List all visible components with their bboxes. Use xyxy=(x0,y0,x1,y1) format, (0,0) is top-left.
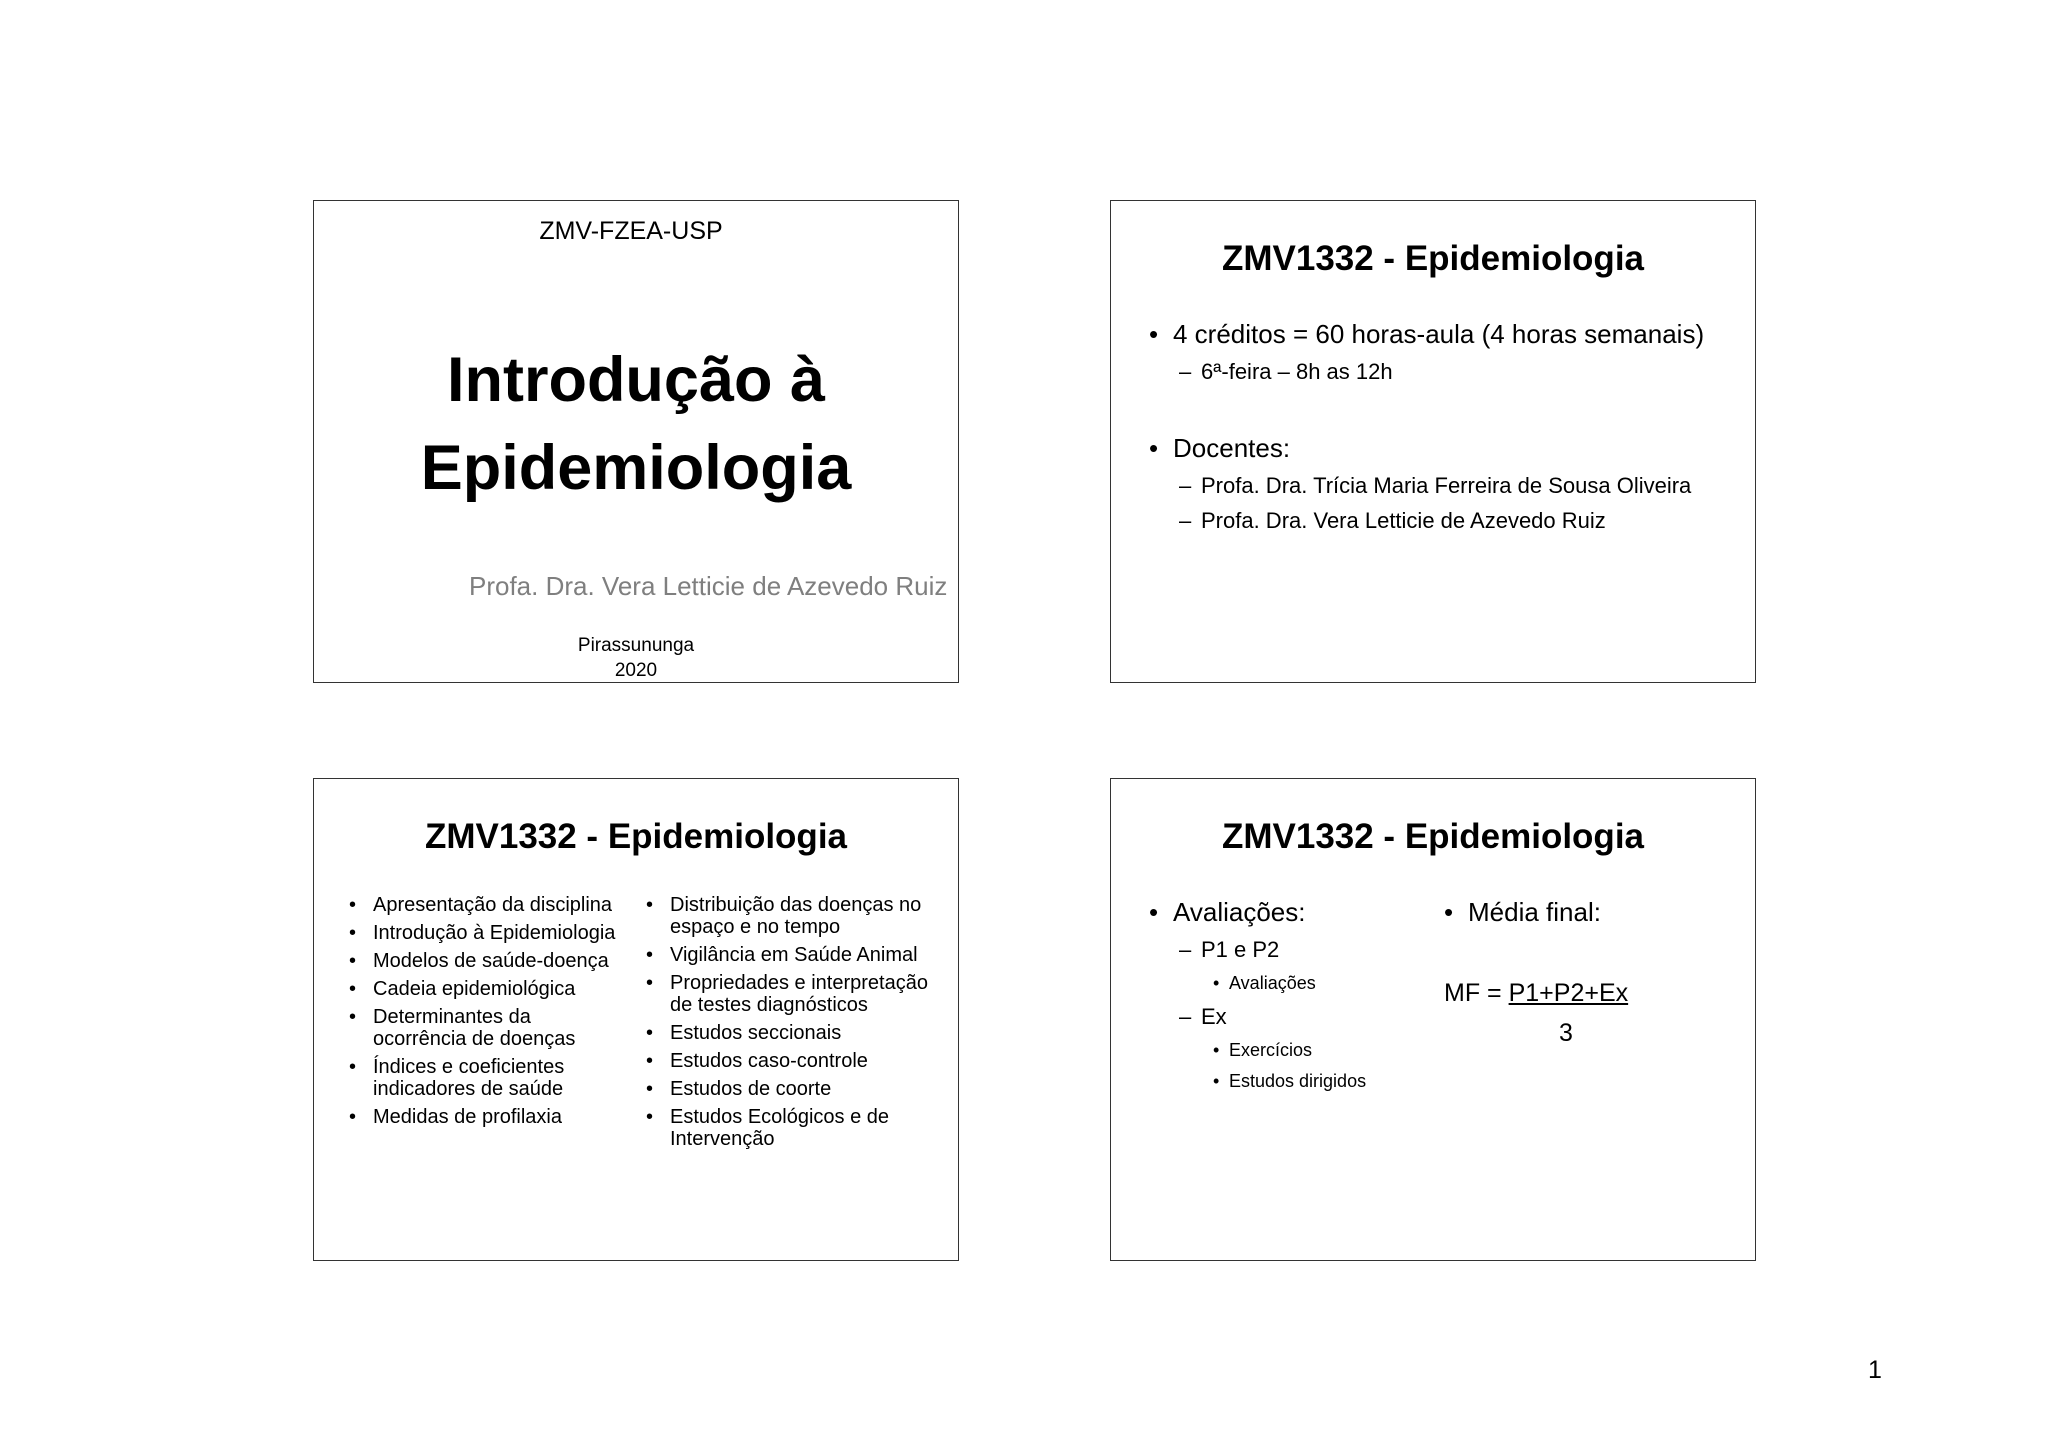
bullet-icon: • xyxy=(1213,1040,1220,1060)
bullet-icon: • xyxy=(646,944,654,966)
slide-heading: ZMV1332 - Epidemiologia xyxy=(1221,239,1645,278)
dash-icon: – xyxy=(1179,937,1192,962)
bullet-avaliacoes xyxy=(1149,897,1306,928)
bullet-icon: • xyxy=(646,1078,654,1100)
bullet-icon: • xyxy=(646,1106,654,1128)
slide-heading: ZMV1332 - Epidemiologia xyxy=(424,817,848,856)
bullet-icon: • xyxy=(349,1106,357,1128)
list-item: • Propriedades e interpretação de testes diagnósticos xyxy=(646,972,928,1016)
bullet-icon: • xyxy=(646,894,654,916)
list-item: • Vigilância em Saúde Animal xyxy=(646,944,918,966)
list-item: • Introdução à Epidemiologia xyxy=(349,922,616,944)
media-label: Média final: xyxy=(1468,897,1601,927)
formula-numerator: P1+P2+Ex xyxy=(1508,979,1629,1007)
list-item: • Índices e coeficientes indicadores de saúde xyxy=(349,1056,565,1100)
list-item: • Determinantes da ocorrência de doenças xyxy=(349,1006,576,1050)
dash-icon: – xyxy=(1179,1004,1192,1029)
bullet-icon: • xyxy=(1444,897,1454,927)
list-item: • Apresentação da disciplina xyxy=(349,894,613,916)
docente-name: Profa. Dra. Vera Letticie de Azevedo Ruiz xyxy=(1201,508,1606,533)
bullet-media-final xyxy=(1444,897,1601,928)
title-line-2: Epidemiologia xyxy=(420,433,852,503)
slide-syllabus xyxy=(313,778,959,1261)
bullet-icon: • xyxy=(349,978,357,1000)
dash-icon: – xyxy=(1179,508,1192,533)
bullet-credits xyxy=(1149,319,1705,350)
institution-label: ZMV-FZEA-USP xyxy=(539,217,723,245)
sub-bullet-ex: – Ex xyxy=(1179,1004,1227,1029)
place-and-year xyxy=(314,633,958,683)
sub-bullet-docente-2 xyxy=(1179,508,1606,534)
slide-evaluation xyxy=(1110,778,1756,1261)
dash-icon: – xyxy=(1179,359,1192,384)
year: 2020 xyxy=(614,660,658,681)
bullet-icon: • xyxy=(1149,897,1159,927)
formula xyxy=(1444,979,1628,1008)
formula-prefix: MF = xyxy=(1444,979,1509,1007)
bullet-icon: • xyxy=(349,1006,357,1028)
dash-icon: – xyxy=(1179,473,1192,498)
syllabus-column-2 xyxy=(646,894,946,1156)
bullet-icon: • xyxy=(646,1022,654,1044)
docente-name: Profa. Dra. Trícia Maria Ferreira de Sousa Oliveira xyxy=(1201,473,1692,498)
slide-course-info xyxy=(1110,200,1756,683)
bullet-icon: • xyxy=(1213,1071,1220,1091)
list-item: • Estudos seccionais xyxy=(646,1022,842,1044)
sub-sub-bullet-exercicios: • Exercícios xyxy=(1213,1040,1313,1060)
bullet-icon: • xyxy=(349,1056,357,1078)
bullet-icon: • xyxy=(349,894,357,916)
place: Pirassununga xyxy=(577,635,695,656)
bullet-docentes xyxy=(1149,433,1291,464)
list-item: • Cadeia epidemiológica xyxy=(349,978,576,1000)
presentation-title xyxy=(314,336,958,512)
bullet-icon: • xyxy=(1213,973,1220,993)
sub-bullet-docente-1 xyxy=(1179,473,1692,499)
bullet-icon: • xyxy=(1149,433,1159,463)
title-line-1: Introdução à xyxy=(446,345,826,415)
slide-title xyxy=(313,200,959,683)
credits-text: 4 créditos = 60 horas-aula (4 horas semanais) xyxy=(1173,319,1705,349)
schedule-text: 6ª-feira – 8h as 12h xyxy=(1201,359,1393,384)
bullet-icon: • xyxy=(349,950,357,972)
bullet-icon: • xyxy=(349,922,357,944)
formula-denominator: 3 xyxy=(1559,1019,1573,1047)
sub-bullet-p1p2: – P1 e P2 xyxy=(1179,937,1280,962)
slide-heading: ZMV1332 - Epidemiologia xyxy=(1221,817,1645,856)
author-name: Profa. Dra. Vera Letticie de Azevedo Ruiz xyxy=(469,571,948,601)
list-item: • Estudos caso-controle xyxy=(646,1050,868,1072)
bullet-icon: • xyxy=(646,1050,654,1072)
avaliacoes-label: Avaliações: xyxy=(1173,897,1306,927)
sub-sub-bullet-avaliacoes: • Avaliações xyxy=(1213,973,1316,993)
syllabus-column-1 xyxy=(349,894,619,1134)
list-item: • Distribuição das doenças no espaço e no tempo xyxy=(646,894,922,938)
list-item: • Medidas de profilaxia xyxy=(349,1106,562,1128)
docentes-label: Docentes: xyxy=(1173,433,1291,463)
list-item: • Modelos de saúde-doença xyxy=(349,950,609,972)
bullet-icon: • xyxy=(1149,319,1159,349)
list-item: • Estudos Ecológicos e de Intervenção xyxy=(646,1106,890,1150)
sub-bullet-schedule xyxy=(1179,359,1393,385)
bullet-icon: • xyxy=(646,972,654,994)
sub-sub-bullet-estudos: • Estudos dirigidos xyxy=(1213,1071,1367,1091)
page-number: 1 xyxy=(1868,1356,1882,1384)
list-item: • Estudos de coorte xyxy=(646,1078,832,1100)
